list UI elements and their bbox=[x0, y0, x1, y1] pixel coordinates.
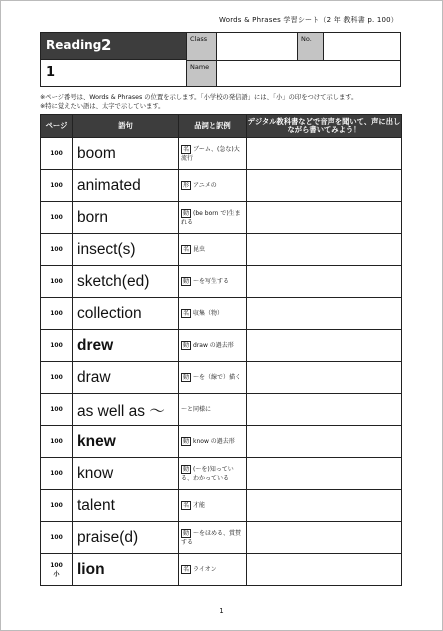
notes bbox=[40, 93, 357, 111]
lesson-number: 1 bbox=[46, 65, 56, 80]
practice-cell[interactable] bbox=[247, 298, 402, 330]
part-of-speech-badge: 形 bbox=[183, 182, 190, 189]
page-cell bbox=[41, 426, 73, 458]
column-header-practice: デジタル教科書などで音声を聞いて、声に出しながら書いてみよう！ bbox=[247, 115, 402, 138]
meaning-text: (be born で)生まれる bbox=[181, 209, 241, 226]
number-label: No. bbox=[298, 33, 324, 60]
practice-cell[interactable] bbox=[247, 202, 402, 234]
table-row bbox=[41, 266, 402, 298]
column-header-page: ページ bbox=[41, 115, 73, 138]
practice-cell[interactable] bbox=[247, 330, 402, 362]
table-row bbox=[41, 490, 402, 522]
page-value: 100 bbox=[50, 502, 63, 509]
part-of-speech-badge: 名 bbox=[183, 145, 190, 153]
meaning-cell bbox=[179, 170, 247, 202]
part-of-speech-badge: 動 bbox=[183, 529, 190, 537]
part-of-speech-badge: 名 bbox=[183, 502, 190, 509]
meaning-cell bbox=[179, 362, 247, 394]
page-value: 100 bbox=[50, 438, 63, 445]
note-line: ※ページ番号は、Words & Phrases の位置を示します。「小学校の発信語」には、「小」の印をつけて示します。 bbox=[40, 94, 358, 101]
word-cell: know bbox=[73, 458, 179, 490]
page-cell bbox=[41, 138, 73, 170]
reading-banner bbox=[41, 33, 186, 60]
word-cell: knew bbox=[73, 426, 179, 458]
table-row bbox=[41, 362, 402, 394]
table-row bbox=[41, 298, 402, 330]
part-of-speech-badge: 名 bbox=[183, 310, 190, 317]
reading-label: Reading bbox=[46, 38, 102, 52]
part-of-speech-badge: 動 bbox=[183, 374, 190, 381]
meaning-cell bbox=[179, 202, 247, 234]
page-value: 100 bbox=[50, 374, 63, 381]
reading-number: 2 bbox=[101, 36, 112, 54]
part-of-speech-badge: 動 bbox=[183, 465, 190, 473]
meaning-text: draw の過去形 bbox=[193, 342, 234, 349]
meaning-cell bbox=[179, 266, 247, 298]
meaning-cell bbox=[179, 554, 247, 586]
table-row bbox=[41, 234, 402, 266]
page-number: 1 bbox=[219, 607, 224, 615]
part-of-speech-badge: 名 bbox=[183, 246, 190, 253]
meaning-cell bbox=[179, 298, 247, 330]
document-title: Words & Phrases 学習シート（2 年 教科書 p. 100） bbox=[219, 16, 398, 24]
page-value: 100 bbox=[50, 246, 63, 253]
table-row bbox=[41, 330, 402, 362]
meaning-cell bbox=[179, 458, 247, 490]
meaning-text: ～を写生する bbox=[193, 278, 230, 285]
class-field[interactable] bbox=[217, 33, 297, 60]
practice-cell[interactable] bbox=[247, 554, 402, 586]
page-value: 100 bbox=[50, 150, 63, 157]
meaning-text: 収集（物） bbox=[193, 310, 224, 317]
page-cell bbox=[41, 554, 73, 586]
class-label: Class bbox=[187, 33, 217, 60]
practice-cell[interactable] bbox=[247, 266, 402, 298]
page-value: 100 bbox=[50, 561, 63, 569]
part-of-speech-badge: 動 bbox=[183, 342, 190, 349]
table-row bbox=[41, 202, 402, 234]
page-value: 100 bbox=[50, 278, 63, 285]
part-of-speech-badge: 動 bbox=[183, 438, 190, 445]
practice-cell[interactable] bbox=[247, 394, 402, 426]
table-row bbox=[41, 138, 402, 170]
column-header-word: 語句 bbox=[73, 115, 179, 138]
page-cell bbox=[41, 202, 73, 234]
meaning-text: ～と同様に bbox=[181, 406, 212, 413]
name-field[interactable] bbox=[217, 61, 400, 86]
vocabulary-table bbox=[40, 114, 402, 586]
lesson-info bbox=[41, 33, 186, 86]
word-cell: insect(s) bbox=[73, 234, 179, 266]
page-cell bbox=[41, 490, 73, 522]
meaning-text: (～を)知っている、わかっている bbox=[181, 465, 234, 482]
elementary-mark: 小 bbox=[53, 570, 60, 578]
practice-cell[interactable] bbox=[247, 458, 402, 490]
word-cell: draw bbox=[73, 362, 179, 394]
page-value: 100 bbox=[50, 182, 63, 189]
meaning-cell bbox=[179, 234, 247, 266]
table-row bbox=[41, 522, 402, 554]
table-header-row bbox=[41, 115, 402, 138]
practice-cell[interactable] bbox=[247, 522, 402, 554]
meaning-cell bbox=[179, 394, 247, 426]
page-value: 100 bbox=[50, 534, 63, 541]
meaning-cell bbox=[179, 490, 247, 522]
practice-cell[interactable] bbox=[247, 234, 402, 266]
meaning-text: know の過去形 bbox=[193, 438, 235, 445]
practice-cell[interactable] bbox=[247, 170, 402, 202]
page-value: 100 bbox=[50, 342, 63, 349]
meaning-text: ～をほめる、賞賛する bbox=[181, 529, 242, 546]
page-cell bbox=[41, 394, 73, 426]
word-cell: drew bbox=[73, 330, 179, 362]
page-cell bbox=[41, 522, 73, 554]
meaning-text: アニメの bbox=[193, 182, 217, 189]
page-value: 100 bbox=[50, 214, 63, 221]
word-cell: sketch(ed) bbox=[73, 266, 179, 298]
part-of-speech-badge: 動 bbox=[183, 278, 190, 285]
page-cell bbox=[41, 458, 73, 490]
practice-cell[interactable] bbox=[247, 490, 402, 522]
word-cell: lion bbox=[73, 554, 179, 586]
page-cell bbox=[41, 234, 73, 266]
practice-cell[interactable] bbox=[247, 138, 402, 170]
meaning-text: ～を（線で）描く bbox=[193, 374, 242, 381]
meaning-cell bbox=[179, 426, 247, 458]
table-row bbox=[41, 554, 402, 586]
meaning-text: ブーム、(急な)大流行 bbox=[181, 145, 240, 162]
page-cell bbox=[41, 266, 73, 298]
page-cell bbox=[41, 330, 73, 362]
page-cell bbox=[41, 170, 73, 202]
page-cell bbox=[41, 362, 73, 394]
meaning-text: 才能 bbox=[193, 502, 206, 509]
meaning-text: ライオン bbox=[193, 566, 217, 573]
table-row bbox=[41, 170, 402, 202]
number-field[interactable] bbox=[324, 33, 400, 60]
practice-cell[interactable] bbox=[247, 426, 402, 458]
meaning-cell bbox=[179, 138, 247, 170]
header-box bbox=[40, 32, 401, 87]
note-line: ※特に覚えたい語は、太字で示しています。 bbox=[40, 103, 165, 110]
part-of-speech-badge: 動 bbox=[183, 209, 190, 217]
word-cell: talent bbox=[73, 490, 179, 522]
word-cell: praise(d) bbox=[73, 522, 179, 554]
word-cell: boom bbox=[73, 138, 179, 170]
meaning-text: 昆虫 bbox=[193, 246, 206, 253]
practice-cell[interactable] bbox=[247, 362, 402, 394]
name-label: Name bbox=[187, 61, 217, 86]
meaning-cell bbox=[179, 330, 247, 362]
meaning-cell bbox=[179, 522, 247, 554]
word-cell: collection bbox=[73, 298, 179, 330]
table-row bbox=[41, 458, 402, 490]
part-of-speech-badge: 名 bbox=[183, 566, 190, 573]
word-cell: animated bbox=[73, 170, 179, 202]
page-value: 100 bbox=[50, 310, 63, 317]
page-cell bbox=[41, 298, 73, 330]
page-value: 100 bbox=[50, 406, 63, 413]
table-row bbox=[41, 394, 402, 426]
word-cell: born bbox=[73, 202, 179, 234]
table-row bbox=[41, 426, 402, 458]
page-value: 100 bbox=[50, 470, 63, 477]
column-header-pos: 品詞と訳例 bbox=[179, 115, 247, 138]
word-cell: as well as ～ bbox=[73, 394, 179, 426]
